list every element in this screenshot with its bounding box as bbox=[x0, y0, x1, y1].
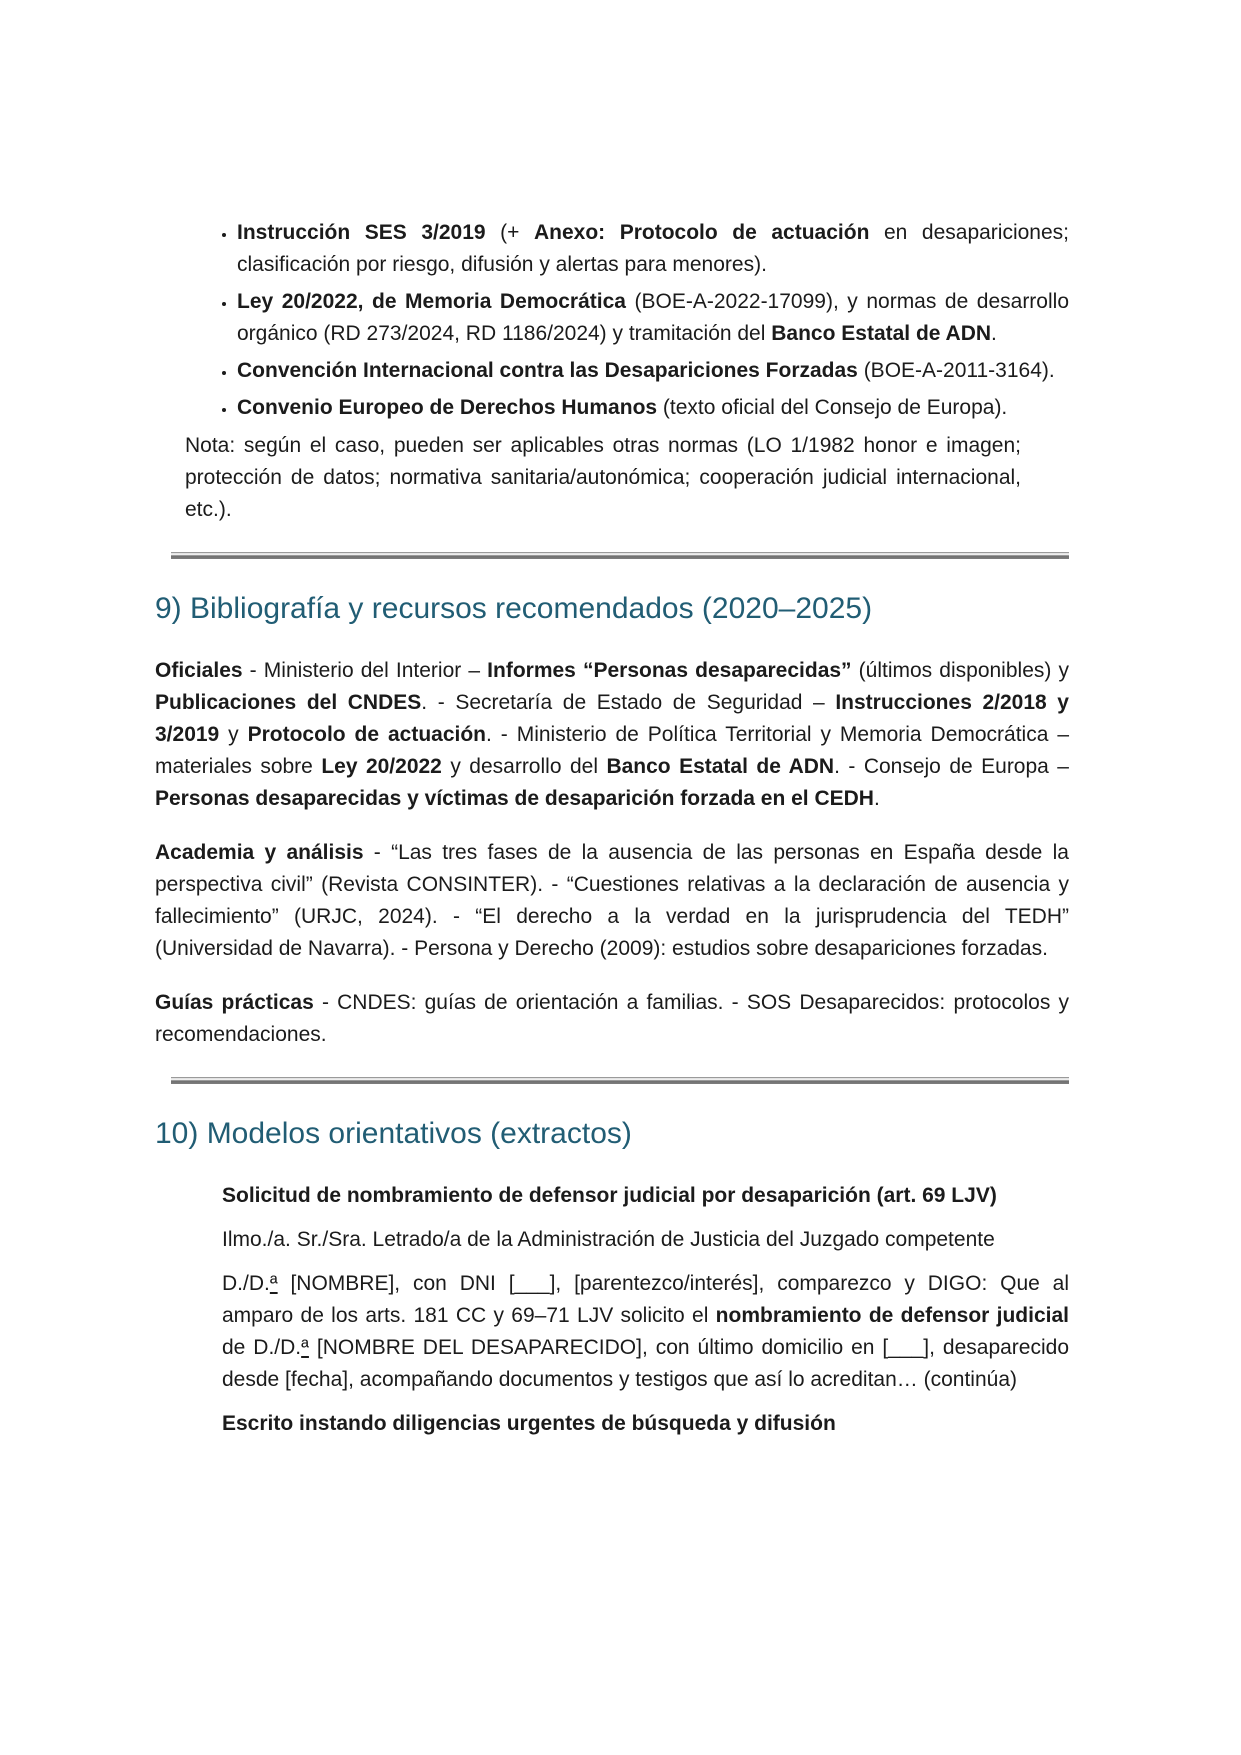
paragraph-guias-practicas: Guías prácticas - CNDES: guías de orientación a familias. - SOS Desaparecidos: protocolos y recomendaciones. bbox=[155, 991, 1070, 1046]
section-divider bbox=[171, 1077, 1069, 1084]
modelo-escrito-titulo: Escrito instando diligencias urgentes de búsqueda y difusión bbox=[222, 1412, 836, 1435]
bullet-item-convenio-europeo: • Convenio Europeo de Derechos Humanos (texto oficial del Consejo de Europa). bbox=[237, 392, 1069, 424]
bullet-item-ley-memoria-democratica: • Ley 20/2022, de Memoria Democrática (BOE-A-2022-17099), y normas de desarrollo orgánico (RD 273/2024, RD 1186/2024) y tramitación del Banco Estatal de ADN. bbox=[237, 286, 1069, 350]
section-10-heading: 10) Modelos orientativos (extractos) bbox=[155, 1117, 632, 1150]
modelo-solicitud-destinatario: Ilmo./a. Sr./Sra. Letrado/a de la Administración de Justicia del Juzgado competente bbox=[222, 1228, 995, 1251]
paragraph-academia-analisis: Academia y análisis - “Las tres fases de la ausencia de las personas en España desde la perspectiva civil” (Revista CONSINTER). - “Cuestiones relativas a la declaración de ausencia y fallecimiento” (URJC, 2024). - “El derecho a la verdad en la jurisprudencia del TEDH” (Universidad de Navarra). - Persona y Derecho (2009): estudios sobre desapariciones forzadas. bbox=[155, 841, 1069, 960]
modelo-solicitud-cuerpo: D./D.ª [NOMBRE], con DNI [___], [parentezco/interés], comparezco y DIGO: Que al amparo de los arts. 181 CC y 69–71 LJV solicito el nombramiento de defensor judicial de D./D.ª [NOMBRE DEL DESAPARECIDO], con último domicilio en [___], desaparecido desde [fecha], acompañando documentos y testigos que así lo acreditan… (continúa) bbox=[222, 1272, 1069, 1391]
bullet-item-instruccion-ses: • Instrucción SES 3/2019 (+ Anexo: Protocolo de actuación en desapariciones; clasificación por riesgo, difusión y alertas para menores). bbox=[237, 217, 1069, 281]
section-9-heading: 9) Bibliografía y recursos recomendados (2020–2025) bbox=[155, 592, 873, 625]
section-divider bbox=[171, 552, 1069, 559]
legal-references-list bbox=[155, 217, 1069, 424]
paragraph-oficiales: Oficiales - Ministerio del Interior – Informes “Personas desaparecidas” (últimos disponibles) y Publicaciones del CNDES. - Secretaría de Estado de Seguridad – Instrucciones 2/2018 y 3/2019 y Protocolo de actuación. - Ministerio de Política Territorial y Memoria Democrática – materiales sobre Ley 20/2022 y desarrollo del Banco Estatal de ADN. - Consejo de Europa – Personas desaparecidas y víctimas de desaparición forzada en el CEDH. bbox=[155, 659, 1070, 810]
note-paragraph: Nota: según el caso, pueden ser aplicables otras normas (LO 1/1982 honor e imagen; protección de datos; normativa sanitaria/autonómica; cooperación judicial internacional, etc.). bbox=[185, 434, 1021, 521]
bullet-item-convencion-internacional: • Convención Internacional contra las Desapariciones Forzadas (BOE-A-2011-3164). bbox=[237, 355, 1069, 387]
modelo-solicitud-titulo: Solicitud de nombramiento de defensor judicial por desaparición (art. 69 LJV) bbox=[222, 1184, 997, 1207]
